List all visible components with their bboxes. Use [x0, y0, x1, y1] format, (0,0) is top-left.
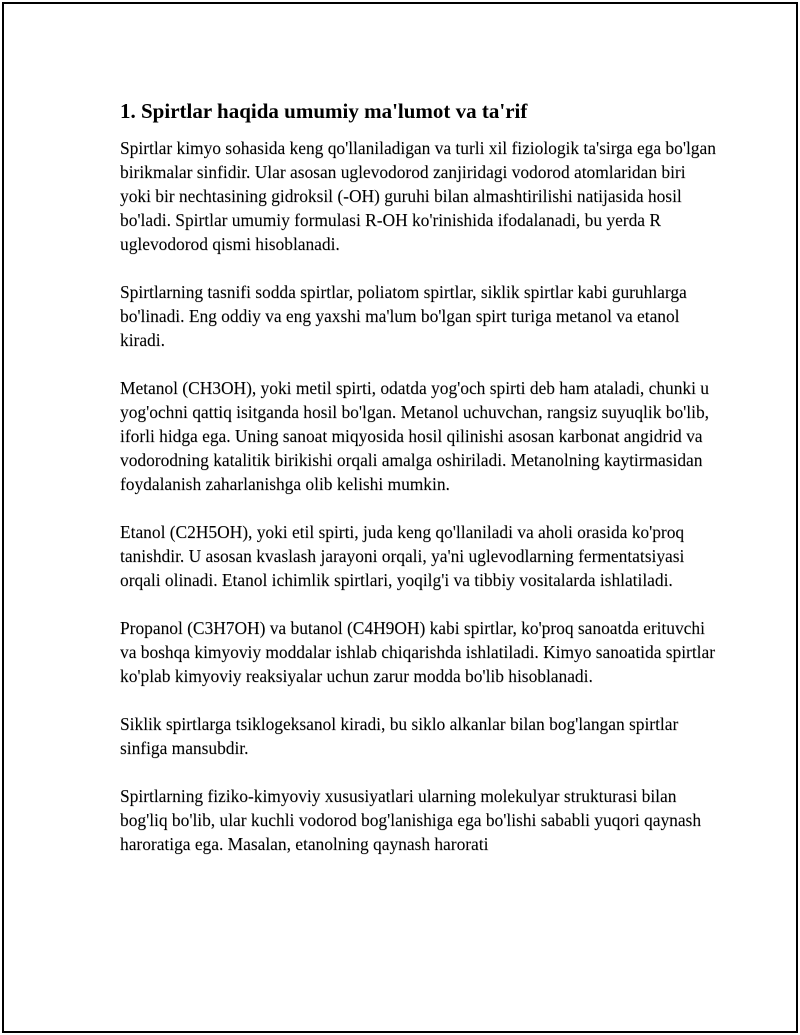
paragraph-physical-properties: Spirtlarning fiziko-kimyoviy xususiyatlari ularning molekulyar strukturasi bilan bog'liq bo'lib, ular kuchli vodorod bog'lanishiga ega bo'lishi sababli yuqori qaynash haroratiga ega. Masalan, etanolning qaynash harorati: [120, 786, 702, 854]
paragraph-propanol-butanol: Propanol (C3H7OH) va butanol (C4H9OH) kabi spirtlar, ko'proq sanoatda erituvchi va boshqa kimyoviy moddalar ishlab chiqarishda ishlatiladi. Kimyo sanoatida spirtlar ko'plab kimyoviy reaksiyalar uchun zarur modda bo'lib hisoblanadi.: [120, 618, 716, 686]
section-heading: 1. Spirtlar haqida umumiy ma'lumot va ta'rif: [120, 99, 528, 123]
paragraph-classification: Spirtlarning tasnifi sodda spirtlar, poliatom spirtlar, siklik spirtlar kabi guruhlarga bo'linadi. Eng oddiy va eng yaxshi ma'lum bo'lgan spirt turiga metanol va etanol kiradi.: [120, 282, 687, 350]
document-body: [120, 98, 720, 880]
paragraph-ethanol: Etanol (C2H5OH), yoki etil spirti, juda keng qo'llaniladi va aholi orasida ko'proq tanishdir. U asosan kvaslash jarayoni orqali, ya'ni uglevodlarning fermentatsiyasi orqali olinadi. Etanol ichimlik spirtlari, yoqilg'i va tibbiy vositalarda ishlatiladi.: [120, 522, 685, 590]
paragraph-definition: Spirtlar kimyo sohasida keng qo'llaniladigan va turli xil fiziologik ta'sirga ega bo'lgan birikmalar sinfidir. Ular asosan uglevodorod zanjiridagi vodorod atomlaridan biri yoki bir nechtasining gidroksil (-OH) guruhi bilan almashtirilishi natijasida hosil bo'ladi. Spirtlar umumiy formulasi R-OH ko'rinishida ifodalanadi, bu yerda R uglevodorod qismi hisoblanadi.: [120, 138, 716, 254]
paragraph-cyclic-alcohols: Siklik spirtlarga tsiklogeksanol kiradi, bu siklo alkanlar bilan bog'langan spirtlar sinfiga mansubdir.: [120, 714, 679, 758]
paragraph-methanol: Metanol (CH3OH), yoki metil spirti, odatda yog'och spirti deb ham ataladi, chunki u yog'ochni qattiq isitganda hosil bo'lgan. Metanol uchuvchan, rangsiz suyuqlik bo'lib, iforli hidga ega. Uning sanoat miqyosida hosil qilinishi asosan karbonat angidrid va vodorodning katalitik birikishi orqali amalga oshiriladi. Metanolning kaytirmasidan foydalanish zaharlanishga olib kelishi mumkin.: [120, 378, 709, 494]
document-page: [2, 2, 798, 1033]
